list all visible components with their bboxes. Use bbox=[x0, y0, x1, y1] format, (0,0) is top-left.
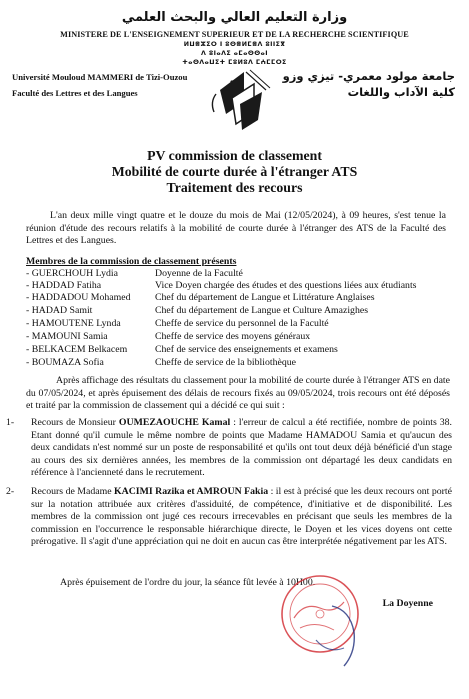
member-role: Doyenne de la Faculté bbox=[155, 268, 243, 279]
faculty-name-arabic: كلية الآداب واللغات bbox=[347, 85, 455, 99]
item-person: OUMEZAOUCHE Kamal bbox=[118, 417, 231, 428]
member-name: - HADAD Samit bbox=[26, 305, 93, 316]
closing-sentence: Après épuisement de l'ordre du jour, la séance fût levée à 10H00. bbox=[60, 577, 316, 588]
after-display-paragraph: Après affichage des résultats du classement pour la mobilité de courte durée à l'étranger ATS en date du 07/05/2024, et après épuisement des délais de recours fixés au 09/05/2024, trois recours ont été déposés et traité par la commission de classement qui a décidé ce qui suit : bbox=[26, 375, 450, 412]
member-role: Cheffe de service des moyens généraux bbox=[155, 331, 311, 342]
member-name: - BOUMAZA Sofia bbox=[26, 357, 104, 368]
member-row bbox=[26, 318, 456, 330]
item-number: 2- bbox=[6, 486, 15, 497]
member-role: Cheffe de service de la bibliothèque bbox=[155, 357, 297, 368]
university-name-french: Université Mouloud MAMMERI de Tizi-Ouzou bbox=[12, 72, 188, 82]
member-role: Cheffe de service du personnel de la Faculté bbox=[155, 318, 329, 329]
member-name: - BELKACEM Belkacem bbox=[26, 344, 128, 355]
university-logo bbox=[192, 68, 278, 138]
item-number: 1- bbox=[6, 417, 15, 428]
intro-paragraph: L'an deux mille vingt quatre et le douze du mois de Mai (12/05/2024), à 09 heures, s'est tenue la réunion d'étude des recours relatifs à la mobilité de courte durée à l'étranger des ATS de la Faculté des Lettres et des Langues. bbox=[26, 210, 446, 247]
faculty-name-french: Faculté des Lettres et des Langues bbox=[12, 88, 138, 98]
ministry-title-tifinagh-1: ⵍⵡⴻⵣⵉⵔ ⵏ ⵓⵙⴻⵍⵎⴻⴷ ⵓⵏⵏⵉⴳ bbox=[183, 41, 286, 48]
ministry-title-arabic: وزارة التعليم العالي والبحث العلمي bbox=[121, 10, 348, 25]
member-row bbox=[26, 305, 456, 317]
pv-subtitle-2: Traitement des recours bbox=[166, 180, 303, 195]
member-row bbox=[26, 344, 456, 356]
ministry-title-tifinagh-2: ⴷ ⵓⵏⴰⴷⵉ ⴰⵎⴰⵙⵙⴰⵏ bbox=[200, 50, 269, 57]
signature-label: La Doyenne bbox=[382, 598, 433, 609]
member-name: - GUERCHOUH Lydia bbox=[26, 268, 118, 279]
member-row bbox=[26, 280, 456, 292]
pv-title: PV commission de classement bbox=[147, 148, 322, 163]
members-heading: Membres de la commission de classement présents bbox=[26, 256, 237, 267]
member-role: Vice Doyen chargée des études et des questions liées aux étudiants bbox=[155, 280, 417, 291]
ministry-title-tifinagh-3: ⵜⴰⵙⴷⴰⵡⵉⵜ ⵎⵓⵍⵓⴷ ⵎⵄⵎⵎⵔⵉ bbox=[182, 59, 287, 66]
university-name-arabic: جامعة مولود معمري- تيزي وزو bbox=[282, 69, 455, 83]
member-role: Chef du département de Langue et Culture Amazighes bbox=[155, 305, 369, 316]
ministry-title-french: MINISTERE DE L'ENSEIGNEMENT SUPERIEUR ET DE LA RECHERCHE SCIENTIFIQUE bbox=[60, 30, 409, 39]
member-name: - MAMOUNI Samia bbox=[26, 331, 108, 342]
member-name: - HADDADOU Mohamed bbox=[26, 292, 131, 303]
item-text: Recours de Monsieur OUMEZAOUCHE Kamal : l'erreur de calcul a été rectifiée, nombre de points 38. Etant donné qu'il cumule le même nombre de points que Madame HAMADOU Samia et qu'aucun des deux candidats n'est nommé sur un poste de responsabilité et qu'ils ont tout deux déjà bénéficié d'un stage au cours des six dernières années, les membres de la commission ont départagé les deux candidats en référence à l'ancienneté dans le recrutement. bbox=[31, 417, 453, 479]
member-row bbox=[26, 268, 456, 280]
member-role: Chef du département de Langue et Littérature Anglaises bbox=[155, 292, 375, 303]
member-row bbox=[26, 357, 456, 369]
member-name: - HAMOUTENE Lynda bbox=[26, 318, 121, 329]
item-person: KACIMI Razika et AMROUN Fakia bbox=[114, 486, 269, 497]
member-name: - HADDAD Fatiha bbox=[26, 280, 102, 291]
pv-subtitle: Mobilité de courte durée à l'étranger ATS bbox=[111, 164, 358, 179]
member-role: Chef de service des enseignements et examens bbox=[155, 344, 338, 355]
member-row bbox=[26, 292, 456, 304]
official-stamp bbox=[276, 566, 374, 678]
member-row bbox=[26, 331, 456, 343]
item-text: Recours de Madame KACIMI Razika et AMROUN Fakia : il est à précisé que les deux recours ont porté sur la notation attribuée aux critères d'assiduité, de compétence, d'initiative et de disponibilité. Les membres de la commission ont jugé ces recours irrecevables en précisant que seuls les membres de la commission en l'occurrence le responsable hiérarchique directe, le Doyen et les vices doyens ont cette prérogative. Il s'agit d'une appréciation qui ne doit en aucun cas être interprétée négativement par les ATS. bbox=[31, 486, 452, 548]
